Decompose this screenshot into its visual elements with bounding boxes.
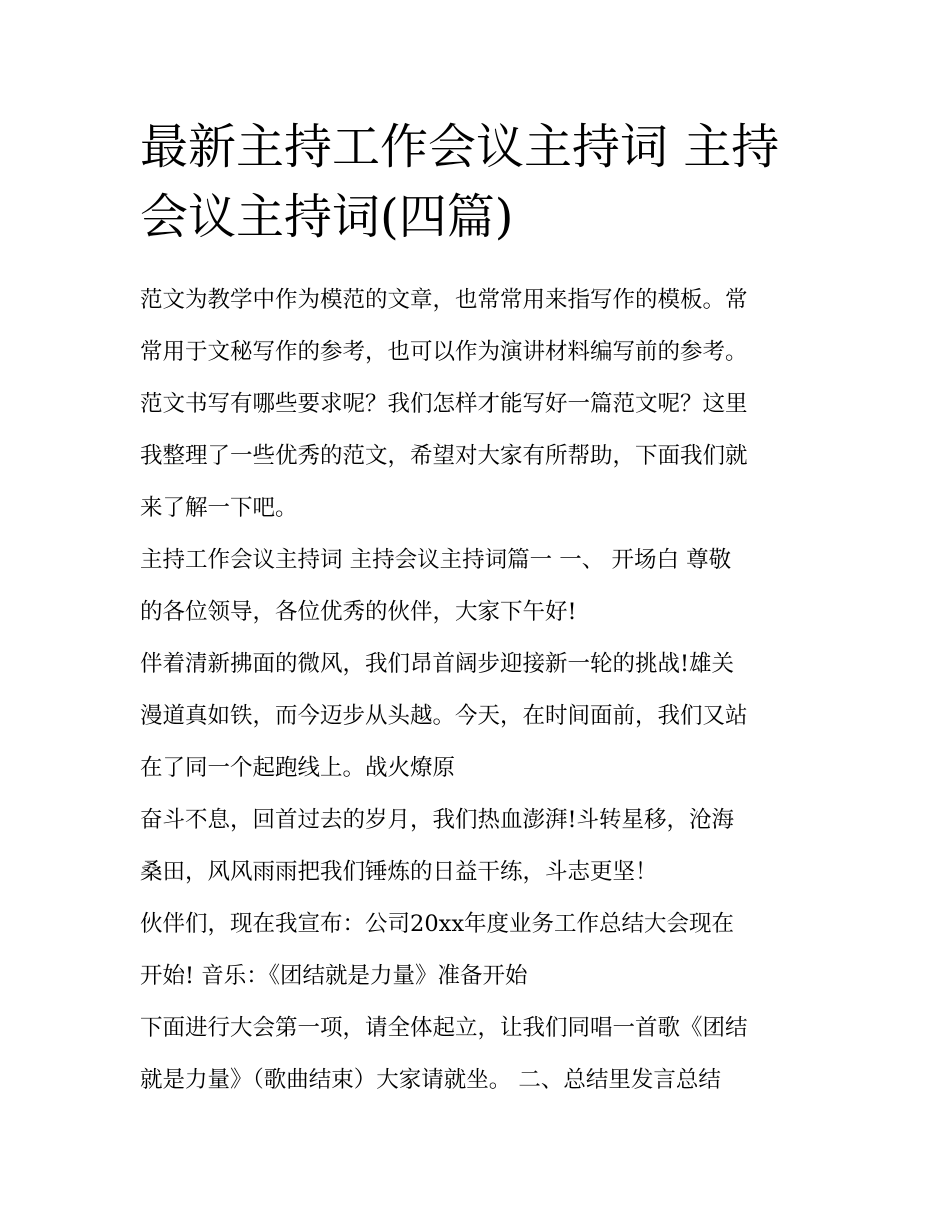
body-line-7: 的各位领导，各位优秀的伙伴，大家下午好! (140, 599, 577, 625)
body-line-13: 伙伴们，现在我宣布：公司20xx年度业务工作总结大会现在 (140, 911, 735, 937)
body-line-2: 常用于文秘写作的参考，也可以作为演讲材料编写前的参考。 (140, 339, 748, 365)
title-line-2: 会议主持词(四篇) (140, 189, 514, 245)
document-body (140, 274, 815, 1106)
body-line-4: 我整理了一些优秀的范文，希望对大家有所帮助，下面我们就 (140, 443, 748, 469)
document-title (140, 112, 815, 252)
body-line-14: 开始! 音乐：《团结就是力量》准备开始 (140, 963, 528, 989)
body-line-3: 范文书写有哪些要求呢？我们怎样才能写好一篇范文呢？这里 (140, 391, 748, 417)
body-line-1: 范文为教学中作为模范的文章，也常常用来指写作的模板。常 (140, 287, 748, 313)
title-line-1: 最新主持工作会议主持词 主持 (140, 119, 780, 175)
body-line-15: 下面进行大会第一项，请全体起立，让我们同唱一首歌《团结 (140, 1015, 748, 1041)
body-line-8: 伴着清新拂面的微风，我们昂首阔步迎接新一轮的挑战!雄关 (140, 651, 735, 677)
body-line-12: 桑田，风风雨雨把我们锤炼的日益干练，斗志更坚！ (140, 859, 658, 885)
document-page (140, 112, 815, 1106)
body-line-11: 奋斗不息，回首过去的岁月，我们热血澎湃!斗转星移，沧海 (140, 807, 735, 833)
body-line-10: 在了同一个起跑线上。战火燎原 (140, 755, 456, 781)
body-line-9: 漫道真如铁，而今迈步从头越。今天，在时间面前，我们又站 (140, 703, 748, 729)
body-line-6: 主持工作会议主持词 主持会议主持词篇一 一、 开场白 尊敬 (140, 547, 732, 573)
body-line-5: 来了解一下吧。 (140, 495, 298, 521)
body-line-16: 就是力量》（歌曲结束）大家请就坐。 二、总结里发言总结 (140, 1067, 721, 1093)
